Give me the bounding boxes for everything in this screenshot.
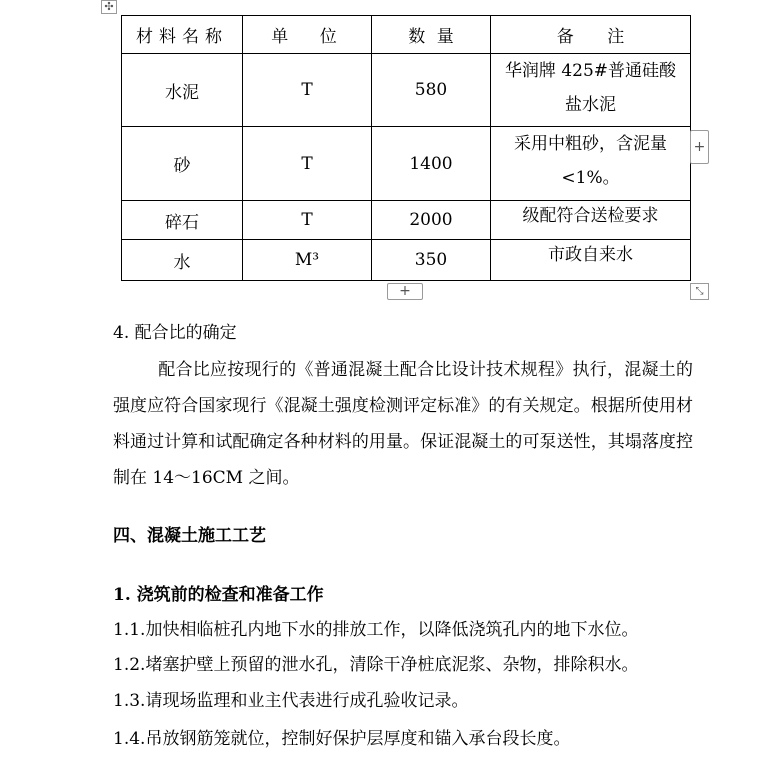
table-row bbox=[122, 201, 691, 240]
section-4-paragraph bbox=[113, 352, 693, 496]
list-item: 1.1.加快相临桩孔内地下水的排放工作，以降低浇筑孔内的地下水位。 bbox=[113, 620, 639, 640]
table-header-row bbox=[122, 16, 691, 54]
table-row bbox=[122, 240, 691, 281]
cell-quantity: 2000 bbox=[372, 201, 491, 240]
cell-unit: T bbox=[243, 201, 372, 240]
cell-material-name: 水泥 bbox=[122, 54, 243, 127]
chapter-4-heading: 四、混凝土施工工艺 bbox=[113, 526, 266, 546]
cell-remark: 市政自来水 bbox=[491, 240, 691, 281]
cell-material-name: 水 bbox=[122, 240, 243, 281]
cell-unit: T bbox=[243, 54, 372, 127]
header-unit: 单 位 bbox=[243, 16, 372, 54]
header-quantity: 数 量 bbox=[372, 16, 491, 54]
add-column-button[interactable]: + bbox=[690, 130, 709, 164]
table-row bbox=[122, 127, 691, 201]
table-row bbox=[122, 54, 691, 127]
cell-material-name: 碎石 bbox=[122, 201, 243, 240]
cell-quantity: 350 bbox=[372, 240, 491, 281]
materials-table bbox=[121, 15, 691, 281]
add-row-button[interactable]: + bbox=[387, 283, 423, 300]
list-item: 1.2.堵塞护壁上预留的泄水孔，清除干净桩底泥浆、杂物，排除积水。 bbox=[113, 655, 639, 675]
list-item: 1.4.吊放钢筋笼就位，控制好保护层厚度和锚入承台段长度。 bbox=[113, 729, 571, 749]
subsection-1-heading: 1. 浇筑前的检查和准备工作 bbox=[113, 585, 324, 605]
cell-quantity: 1400 bbox=[372, 127, 491, 201]
cell-remark: 采用中粗砂，含泥量<1%。 bbox=[491, 127, 691, 201]
cell-remark: 华润牌 425#普通硅酸盐水泥 bbox=[491, 54, 691, 127]
cell-quantity: 580 bbox=[372, 54, 491, 127]
cell-unit: T bbox=[243, 127, 372, 201]
table-resize-handle-icon[interactable]: ⤡ bbox=[690, 283, 709, 300]
header-material-name: 材料名称 bbox=[122, 16, 243, 54]
table-move-handle-icon[interactable]: ✣ bbox=[101, 0, 117, 14]
header-remarks: 备 注 bbox=[491, 16, 691, 54]
cell-material-name: 砂 bbox=[122, 127, 243, 201]
section-4-paragraph-text: 配合比应按现行的《普通混凝土配合比设计技术规程》执行，混凝土的强度应符合国家现行《混凝土强度检测评定标准》的有关规定。根据所使用材料通过计算和试配确定各种材料的用量。保证混凝土的可泵送性，其塌落度控制在 14～16CM 之间。 bbox=[113, 360, 693, 488]
cell-remark: 级配符合送检要求 bbox=[491, 201, 691, 240]
cell-unit: M³ bbox=[243, 240, 372, 281]
section-4-title: 4. 配合比的确定 bbox=[113, 323, 237, 343]
list-item: 1.3.请现场监理和业主代表进行成孔验收记录。 bbox=[113, 691, 469, 711]
